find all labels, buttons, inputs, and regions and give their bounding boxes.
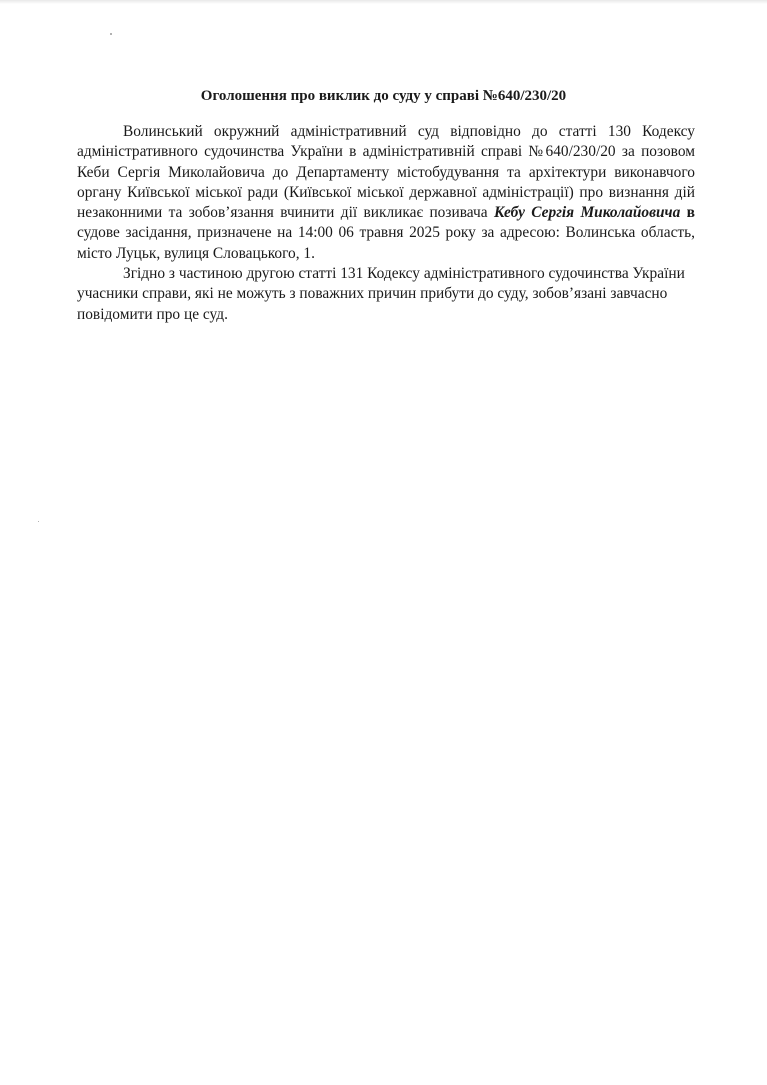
summons-text: Волинський окружний адміністративний суд відповідно до статті 130 Кодексу адміністративного судочинства України в адміністративній справі №640/230/20 за позовом Кеби Сергія Миколайовича до Департаменту містобудування та архітектури виконавчого органу Київської міської ради (Київської міської державної адміністрації) про визнання дій незаконними та зобов’язання вчинити дії викликає позивача xyxy=(77,123,695,222)
scan-speck xyxy=(38,521,39,522)
summons-paragraph xyxy=(77,122,695,264)
scan-top-edge xyxy=(0,0,767,4)
document-title: Оголошення про виклик до суду у справі №640/230/20 xyxy=(200,88,567,104)
scan-speck xyxy=(110,33,112,35)
hearing-details: судове засідання, призначене на 14:00 06 травня 2025 року за адресою: Волинська область, місто Луцьк, вулиця Словацького, 1. xyxy=(77,224,695,262)
plaintiff-name: Кебу Сергія Миколайовича xyxy=(493,204,681,222)
summons-preposition: в xyxy=(680,204,695,222)
notice-paragraph: Згідно з частиною другою статті 131 Кодексу адміністративного судочинства України учасники справи, які не можуть з поважних причин прибути до суду, зобов’язані завчасно повідомити про це суд. xyxy=(77,265,685,323)
